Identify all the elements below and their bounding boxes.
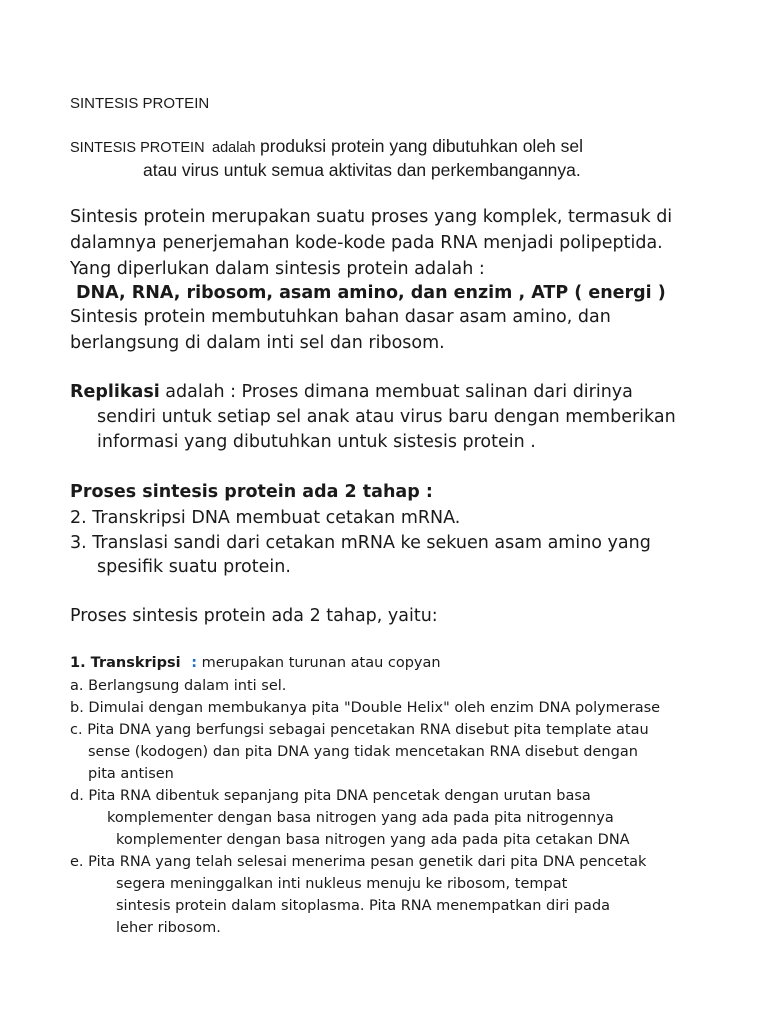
replikasi-line-1-rest: adalah : Proses dimana membuat salinan dari dirinya [159,382,633,402]
paragraph-1-line-3: Yang diperlukan dalam sintesis protein adalah : [70,259,485,279]
transkripsi-point-e-line-3: sintesis protein dalam sitoplasma. Pita RNA menempatkan diri pada [116,898,611,914]
tahap-item-3-continued: spesifik suatu protein. [97,557,291,577]
transkripsi-point-e-line-4: leher ribosom. [116,920,221,936]
transkripsi-point-b: b. Dimulai dengan membukanya pita "Double Helix" oleh enzim DNA polymerase [70,700,661,716]
transkripsi-point-d-line-2: komplementer dengan basa nitrogen yang ada pada pita nitrogennya [107,810,614,826]
paragraph-1-line-5: berlangsung di dalam inti sel dan ribosom. [70,333,445,353]
transkripsi-point-c-line-3: pita antisen [88,766,174,782]
definition-term: SINTESIS PROTEIN [70,140,205,156]
transkripsi-point-d-line-3: komplementer dengan basa nitrogen yang ada pada pita cetakan DNA [116,832,630,848]
transkripsi-heading: 1. Transkripsi [70,655,181,671]
tahap-item-2: 2. Transkripsi DNA membuat cetakan mRNA. [70,508,461,528]
transkripsi-heading-line [70,655,441,671]
replikasi-line-2: sendiri untuk setiap sel anak atau virus baru dengan memberikan [97,407,676,427]
requirements-list: DNA, RNA, ribosom, asam amino, dan enzim , ATP ( energi ) [76,283,666,303]
transkripsi-colon: : [191,655,197,671]
tahap-heading: Proses sintesis protein ada 2 tahap : [70,482,433,502]
definition-line-2: atau virus untuk semua aktivitas dan perkembangannya. [143,160,581,180]
document-title: SINTESIS PROTEIN [70,95,210,112]
replikasi-line-3: informasi yang dibutuhkan untuk sistesis protein . [97,432,536,452]
replikasi-line-1 [70,382,633,402]
transkripsi-point-c-line-2: sense (kodogen) dan pita DNA yang tidak mencetakan RNA disebut dengan [88,744,638,760]
paragraph-1-line-2: dalamnya penerjemahan kode-kode pada RNA menjadi polipeptida. [70,233,663,253]
paragraph-1-line-1: Sintesis protein merupakan suatu proses yang komplek, termasuk di [70,207,673,227]
transkripsi-point-a: a. Berlangsung dalam inti sel. [70,678,287,694]
paragraph-1-line-4: Sintesis protein membutuhkan bahan dasar asam amino, dan [70,307,611,327]
transkripsi-point-e-line-1: e. Pita RNA yang telah selesai menerima pesan genetik dari pita DNA pencetak [70,854,647,870]
transkripsi-point-c-line-1: c. Pita DNA yang berfungsi sebagai pencetakan RNA disebut pita template atau [70,722,649,738]
definition-line-1-rest: produksi protein yang dibutuhkan oleh sel [260,136,584,156]
tahap-yaitu-line: Proses sintesis protein ada 2 tahap, yaitu: [70,606,438,626]
tahap-item-3: 3. Translasi sandi dari cetakan mRNA ke sekuen asam amino yang [70,533,651,553]
replikasi-term: Replikasi [70,382,160,402]
transkripsi-point-e-line-2: segera meninggalkan inti nukleus menuju ke ribosom, tempat [116,876,568,892]
definition-adalah: adalah [212,140,256,156]
transkripsi-heading-rest: merupakan turunan atau copyan [197,655,441,671]
definition-line-1 [70,136,583,157]
transkripsi-point-d-line-1: d. Pita RNA dibentuk sepanjang pita DNA pencetak dengan urutan basa [70,788,591,804]
